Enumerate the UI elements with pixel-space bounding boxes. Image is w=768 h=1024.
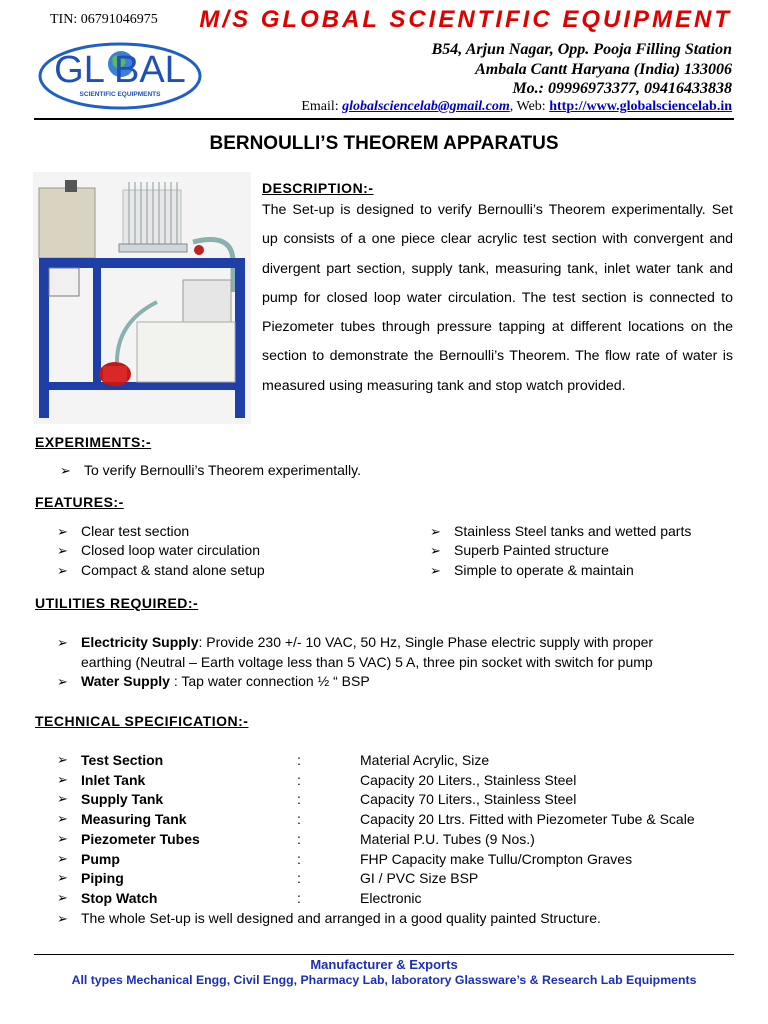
feature-item bbox=[430, 542, 609, 559]
arrow-bullet-icon: ➢ bbox=[57, 911, 68, 926]
spec-key: Stop Watch bbox=[81, 889, 158, 906]
spec-row bbox=[57, 831, 737, 851]
spec-value: FHP Capacity make Tullu/Crompton Graves bbox=[360, 850, 633, 867]
tin-number: TIN: 06791046975 bbox=[50, 12, 158, 27]
arrow-bullet-icon: ➢ bbox=[57, 752, 68, 767]
apparatus-illustration bbox=[33, 172, 251, 424]
spec-row bbox=[57, 870, 737, 890]
arrow-bullet-icon: ➢ bbox=[57, 830, 68, 846]
arrow-bullet-icon: ➢ bbox=[57, 870, 68, 886]
utility-label: Electricity Supply bbox=[81, 634, 199, 650]
company-name: M/S GLOBAL SCIENTIFIC EQUIPMENT bbox=[199, 6, 732, 33]
feature-text: Clear test section bbox=[81, 523, 190, 539]
experiment-item bbox=[60, 462, 361, 479]
spec-value: Capacity 20 Liters., Stainless Steel bbox=[360, 771, 577, 788]
description-paragraph: The Set-up is designed to verify Bernoulli’s Theorem experimentally. Set up consists of a one piece clear acrylic test section with convergent and divergent part section, supply tank, measuring tank, inlet water tank and pump for closed loop water circulation. The test section is connected to Piezometer tubes through pressure tapping at different locations on the section to demonstrate the Bernoulli’s Theorem. The flow rate of water is bbox=[262, 202, 733, 365]
features-heading: FEATURES:- bbox=[35, 494, 124, 510]
spec-colon: : bbox=[297, 791, 301, 808]
spec-colon: : bbox=[297, 850, 301, 867]
utility-electricity-cont: earthing (Neutral – Earth voltage less than 5 VAC) 5 A, three pin socket with switch for pump bbox=[81, 654, 653, 670]
spec-value: GI / PVC Size BSP bbox=[360, 870, 479, 887]
specs-heading: TECHNICAL SPECIFICATION:- bbox=[35, 713, 249, 729]
description-text bbox=[262, 196, 733, 401]
arrow-bullet-icon: ➢ bbox=[57, 635, 68, 650]
utilities-heading: UTILITIES REQUIRED:- bbox=[35, 595, 199, 611]
arrow-bullet-icon: ➢ bbox=[430, 524, 441, 539]
arrow-bullet-icon: ➢ bbox=[57, 850, 68, 866]
feature-item bbox=[430, 523, 691, 540]
spec-colon: : bbox=[297, 752, 301, 768]
feature-item bbox=[430, 562, 634, 579]
experiment-item-text: To verify Bernoulli’s Theorem experimentally. bbox=[84, 462, 362, 478]
spec-value: Material Acrylic, Size bbox=[360, 752, 490, 768]
spec-key: Inlet Tank bbox=[81, 771, 146, 788]
spec-key: Pump bbox=[81, 850, 120, 867]
spec-colon: : bbox=[297, 870, 301, 887]
spec-final-note bbox=[57, 910, 601, 927]
logo-subtext: SCIENTIFIC EQUIPMENTS bbox=[79, 91, 161, 98]
spec-row bbox=[57, 772, 737, 792]
arrow-bullet-icon: ➢ bbox=[57, 791, 68, 807]
spec-row bbox=[57, 890, 737, 910]
spec-row bbox=[57, 851, 737, 871]
spec-key: Test Section bbox=[81, 752, 164, 768]
contact-line bbox=[301, 99, 732, 115]
spec-key: Piping bbox=[81, 870, 124, 887]
spec-value: Electronic bbox=[360, 889, 422, 906]
website-link[interactable]: http://www.globalsciencelab.in bbox=[549, 99, 732, 114]
spec-final-note-text: The whole Set-up is well designed and arranged in a good quality painted Structure. bbox=[81, 910, 601, 926]
feature-item bbox=[57, 542, 260, 559]
arrow-bullet-icon: ➢ bbox=[57, 563, 68, 578]
address-line-2: Ambala Cantt Haryana (India) 133006 bbox=[475, 61, 732, 78]
header-divider bbox=[34, 118, 734, 120]
spec-value: Capacity 70 Liters., Stainless Steel bbox=[360, 791, 577, 808]
spec-colon: : bbox=[297, 771, 301, 788]
logo-text: GL BAL bbox=[54, 49, 186, 91]
arrow-bullet-icon: ➢ bbox=[57, 811, 68, 827]
web-label: , Web: bbox=[509, 99, 550, 114]
footer-line-1: Manufacturer & Exports bbox=[310, 957, 458, 972]
arrow-bullet-icon: ➢ bbox=[57, 771, 68, 787]
feature-text: Compact & stand alone setup bbox=[81, 562, 265, 578]
footer-line-2: All types Mechanical Engg, Civil Engg, Pharmacy Lab, laboratory Glassware’s & Research Lab Equipments bbox=[71, 973, 697, 987]
utility-water bbox=[57, 673, 370, 690]
spec-colon: : bbox=[297, 830, 301, 847]
arrow-bullet-icon: ➢ bbox=[430, 563, 441, 578]
page-title: BERNOULLI’S THEOREM APPARATUS bbox=[209, 133, 559, 154]
feature-text: Simple to operate & maintain bbox=[454, 562, 634, 578]
experiments-heading: EXPERIMENTS:- bbox=[35, 434, 152, 450]
description-heading: DESCRIPTION:- bbox=[262, 180, 374, 196]
arrow-bullet-icon: ➢ bbox=[57, 524, 68, 539]
arrow-bullet-icon: ➢ bbox=[57, 889, 68, 905]
mobile-numbers: Mo.: 09996973377, 09416433838 bbox=[512, 80, 732, 97]
spec-key: Piezometer Tubes bbox=[81, 830, 200, 847]
feature-text: Closed loop water circulation bbox=[81, 542, 260, 558]
utility-label: Water Supply bbox=[81, 673, 170, 689]
feature-text: Superb Painted structure bbox=[454, 542, 609, 558]
apparatus-photo bbox=[33, 172, 251, 424]
email-label: Email: bbox=[301, 99, 343, 114]
logo-graphic bbox=[38, 38, 203, 110]
company-logo bbox=[38, 38, 203, 110]
arrow-bullet-icon: ➢ bbox=[57, 674, 68, 689]
arrow-bullet-icon: ➢ bbox=[60, 463, 71, 478]
spec-value: Capacity 20 Ltrs. Fitted with Piezometer Tube & Scale bbox=[360, 811, 695, 828]
feature-item bbox=[57, 562, 265, 579]
footer-divider bbox=[34, 954, 734, 955]
spec-row bbox=[57, 752, 737, 772]
spec-colon: : bbox=[297, 811, 301, 828]
feature-text: Stainless Steel tanks and wetted parts bbox=[454, 523, 692, 539]
spec-key: Supply Tank bbox=[81, 791, 164, 808]
email-link[interactable]: globalsciencelab@gmail.com bbox=[342, 99, 510, 114]
description-last-line: measured using measuring tank and stop watch provided. bbox=[262, 377, 626, 394]
spec-row bbox=[57, 791, 737, 811]
arrow-bullet-icon: ➢ bbox=[430, 543, 441, 558]
utility-text: : Tap water connection ½ “ BSP bbox=[169, 673, 370, 689]
address-line-1: B54, Arjun Nagar, Opp. Pooja Filling Station bbox=[431, 41, 732, 58]
arrow-bullet-icon: ➢ bbox=[57, 543, 68, 558]
utility-electricity bbox=[57, 634, 653, 651]
spec-row bbox=[57, 811, 737, 831]
spec-key: Measuring Tank bbox=[81, 811, 187, 828]
spec-value: Material P.U. Tubes (9 Nos.) bbox=[360, 830, 535, 847]
spec-colon: : bbox=[297, 889, 301, 906]
feature-item bbox=[57, 523, 189, 540]
utility-text: : Provide 230 +/- 10 VAC, 50 Hz, Single Phase electric supply with proper bbox=[198, 634, 654, 650]
